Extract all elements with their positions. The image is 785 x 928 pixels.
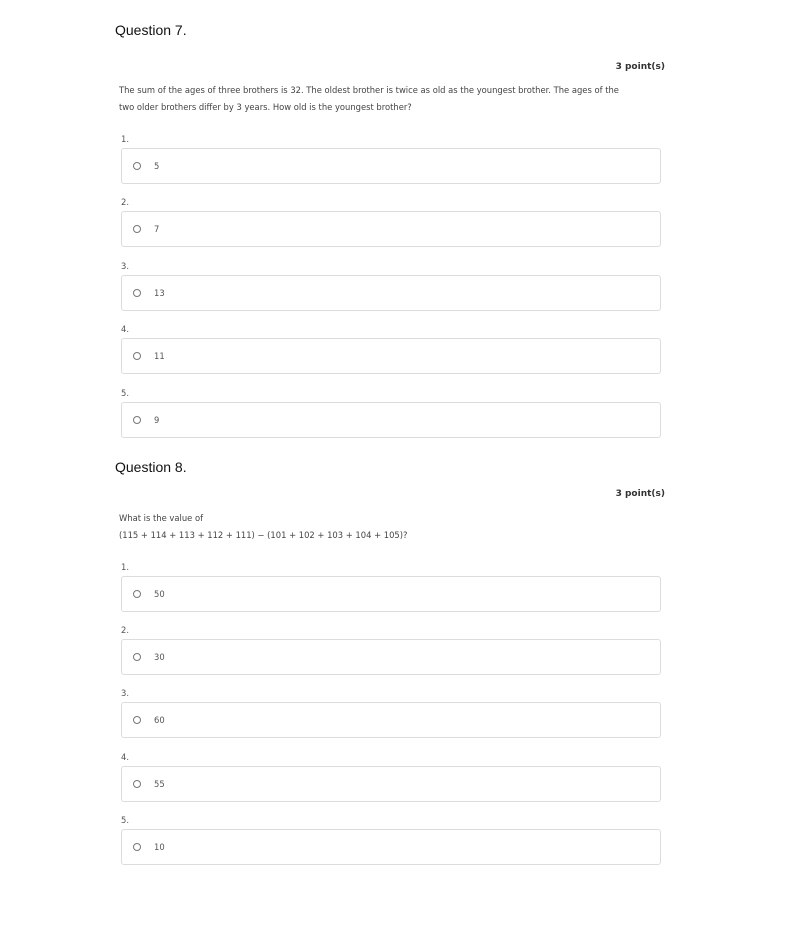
- option-label: 11: [154, 351, 165, 361]
- option-label: 5: [154, 161, 160, 171]
- question-title: Question 7.: [115, 22, 187, 38]
- option-label: 13: [154, 288, 165, 298]
- option-label: 7: [154, 224, 160, 234]
- answer-option[interactable]: [121, 148, 661, 184]
- answer-option[interactable]: [121, 702, 661, 738]
- option-number: 2.: [121, 197, 129, 207]
- radio-button-icon[interactable]: [133, 653, 141, 661]
- option-label: 50: [154, 589, 165, 599]
- answer-option[interactable]: [121, 829, 661, 865]
- answer-option[interactable]: [121, 402, 661, 438]
- radio-button-icon[interactable]: [133, 780, 141, 788]
- option-label: 60: [154, 715, 165, 725]
- radio-button-icon[interactable]: [133, 590, 141, 598]
- radio-button-icon[interactable]: [133, 843, 141, 851]
- option-number: 5.: [121, 388, 129, 398]
- question-text-line: (115 + 114 + 113 + 112 + 111) − (101 + 102 + 103 + 104 + 105)?: [119, 530, 408, 540]
- question-points: 3 point(s): [615, 489, 665, 499]
- question-text: [119, 82, 664, 116]
- question-text: [119, 510, 664, 544]
- question-text-line: What is the value of: [119, 513, 204, 523]
- answer-option[interactable]: [121, 275, 661, 311]
- option-label: 9: [154, 415, 160, 425]
- radio-button-icon[interactable]: [133, 162, 141, 170]
- option-number: 5.: [121, 815, 129, 825]
- answer-option[interactable]: [121, 576, 661, 612]
- option-label: 10: [154, 842, 165, 852]
- radio-button-icon[interactable]: [133, 225, 141, 233]
- option-label: 30: [154, 652, 165, 662]
- question-points: 3 point(s): [615, 62, 665, 72]
- radio-button-icon[interactable]: [133, 352, 141, 360]
- option-number: 1.: [121, 134, 129, 144]
- option-number: 4.: [121, 324, 129, 334]
- option-number: 2.: [121, 625, 129, 635]
- answer-option[interactable]: [121, 211, 661, 247]
- answer-option[interactable]: [121, 338, 661, 374]
- option-label: 55: [154, 779, 165, 789]
- answer-option[interactable]: [121, 639, 661, 675]
- radio-button-icon[interactable]: [133, 289, 141, 297]
- option-number: 3.: [121, 688, 129, 698]
- radio-button-icon[interactable]: [133, 416, 141, 424]
- option-number: 4.: [121, 752, 129, 762]
- question-title: Question 8.: [115, 459, 187, 475]
- option-number: 3.: [121, 261, 129, 271]
- question-text-line: two older brothers differ by 3 years. How old is the youngest brother?: [119, 102, 412, 112]
- answer-option[interactable]: [121, 766, 661, 802]
- option-number: 1.: [121, 562, 129, 572]
- question-text-line: The sum of the ages of three brothers is 32. The oldest brother is twice as old as the youngest brother. The ages of the: [119, 85, 619, 95]
- radio-button-icon[interactable]: [133, 716, 141, 724]
